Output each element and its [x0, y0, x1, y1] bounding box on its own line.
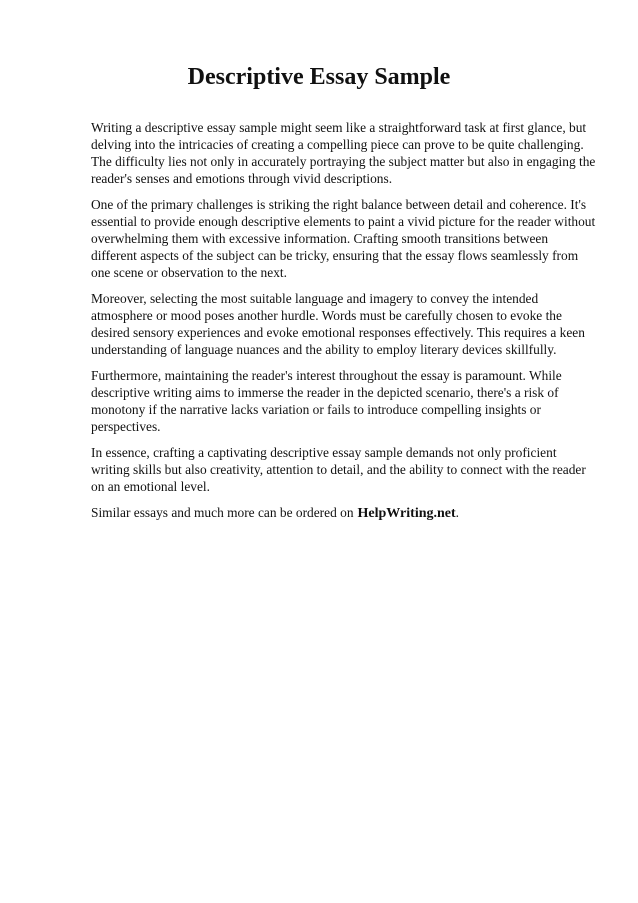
paragraph-3: Moreover, selecting the most suitable language and imagery to convey the intended atmosphere or mood poses another hurdle. Words must be carefully chosen to evoke the desired sensory experiences and evoke emotional responses effectively. This requires a keen understanding of language nuances and the ability to employ literary devices skillfully. — [91, 291, 585, 357]
helpwriting-link[interactable]: HelpWriting.net — [357, 506, 456, 521]
paragraph-5: In essence, crafting a captivating descriptive essay sample demands not only proficient writing skills but also creativity, attention to detail, and the ability to connect with the reader on an emotional level. — [91, 445, 586, 494]
paragraph-2: One of the primary challenges is striking the right balance between detail and coherence. It's essential to provide enough descriptive elements to paint a vivid picture for the reader without overwhelming them with excessive information. Crafting smooth transitions between different aspects of the subject can be tricky, ensuring that the essay flows seamlessly from one scene or observation to the next. — [91, 197, 596, 280]
paragraph-4: Furthermore, maintaining the reader's interest throughout the essay is paramount. While descriptive writing aims to immerse the reader in the depicted scenario, there's a risk of monotony if the narrative lacks variation or fails to introduce compelling insights or perspectives. — [91, 368, 562, 434]
footer-text: Similar essays and much more can be ordered on — [91, 505, 354, 520]
footer-period: . — [455, 505, 460, 520]
page-title: Descriptive Essay Sample — [187, 64, 451, 90]
paragraph-1: Writing a descriptive essay sample might seem like a straightforward task at first glance, but delving into the intricacies of creating a compelling piece can prove to be quite challenging. The difficulty lies not only in accurately portraying the subject matter but also in engaging the reader's senses and emotions through vivid descriptions. — [91, 120, 596, 186]
essay-body — [91, 119, 596, 522]
order-footer — [91, 504, 596, 522]
